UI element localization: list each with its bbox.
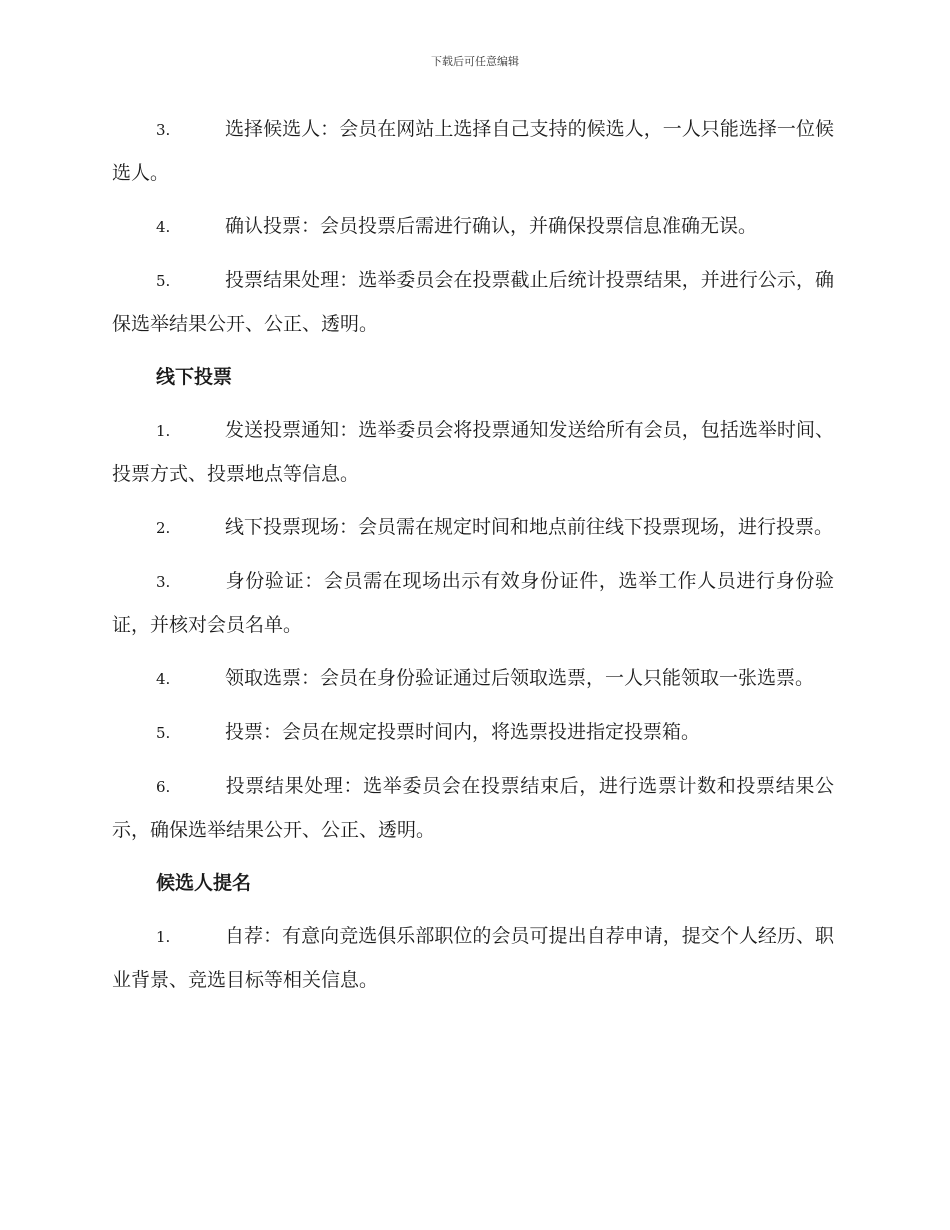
item-number: 5. (156, 724, 171, 742)
list-item (112, 560, 834, 647)
section-heading: 候选人提名 (156, 872, 252, 894)
list-item (112, 711, 834, 755)
item-text: 线下投票现场：会员需在规定时间和地点前往线下投票现场，进行投票。 (225, 516, 834, 538)
item-number: 6. (156, 778, 171, 796)
page-header: 下载后可任意编辑 (431, 55, 519, 68)
list-item (112, 657, 834, 701)
item-number: 2. (156, 519, 171, 537)
list-item (112, 409, 834, 496)
item-number: 4. (156, 218, 171, 236)
item-number: 4. (156, 670, 171, 688)
item-text: 领取选票：会员在身份验证通过后领取选票，一人只能领取一张选票。 (225, 667, 815, 689)
item-number: 1. (156, 928, 171, 946)
list-item (112, 259, 834, 346)
item-text: 身份验证：会员需在现场出示有效身份证件，选举工作人员进行身份验证，并核对会员名单。 (112, 570, 834, 636)
list-item (112, 506, 834, 550)
item-number: 3. (156, 121, 171, 139)
item-text: 确认投票：会员投票后需进行确认，并确保投票信息准确无误。 (225, 215, 758, 237)
item-number: 5. (156, 272, 171, 290)
list-item (112, 205, 834, 249)
item-text: 投票结果处理：选举委员会在投票结束后，进行选票计数和投票结果公示，确保选举结果公开、公正、透明。 (112, 775, 834, 841)
list-item (112, 765, 834, 852)
item-text: 选择候选人：会员在网站上选择自己支持的候选人，一人只能选择一位候选人。 (112, 118, 834, 184)
item-text: 投票：会员在规定投票时间内，将选票投进指定投票箱。 (225, 721, 701, 743)
item-number: 3. (156, 573, 171, 591)
item-text: 投票结果处理：选举委员会在投票截止后统计投票结果，并进行公示，确保选举结果公开、公正、透明。 (112, 269, 834, 335)
item-number: 1. (156, 422, 171, 440)
item-text: 自荐：有意向竞选俱乐部职位的会员可提出自荐申请，提交个人经历、职业背景、竞选目标等相关信息。 (112, 925, 834, 991)
section-heading: 线下投票 (156, 366, 233, 388)
list-item (112, 108, 834, 195)
list-item (112, 915, 834, 1002)
item-text: 发送投票通知：选举委员会将投票通知发送给所有会员，包括选举时间、投票方式、投票地点等信息。 (112, 419, 834, 485)
document-body (112, 108, 834, 1012)
